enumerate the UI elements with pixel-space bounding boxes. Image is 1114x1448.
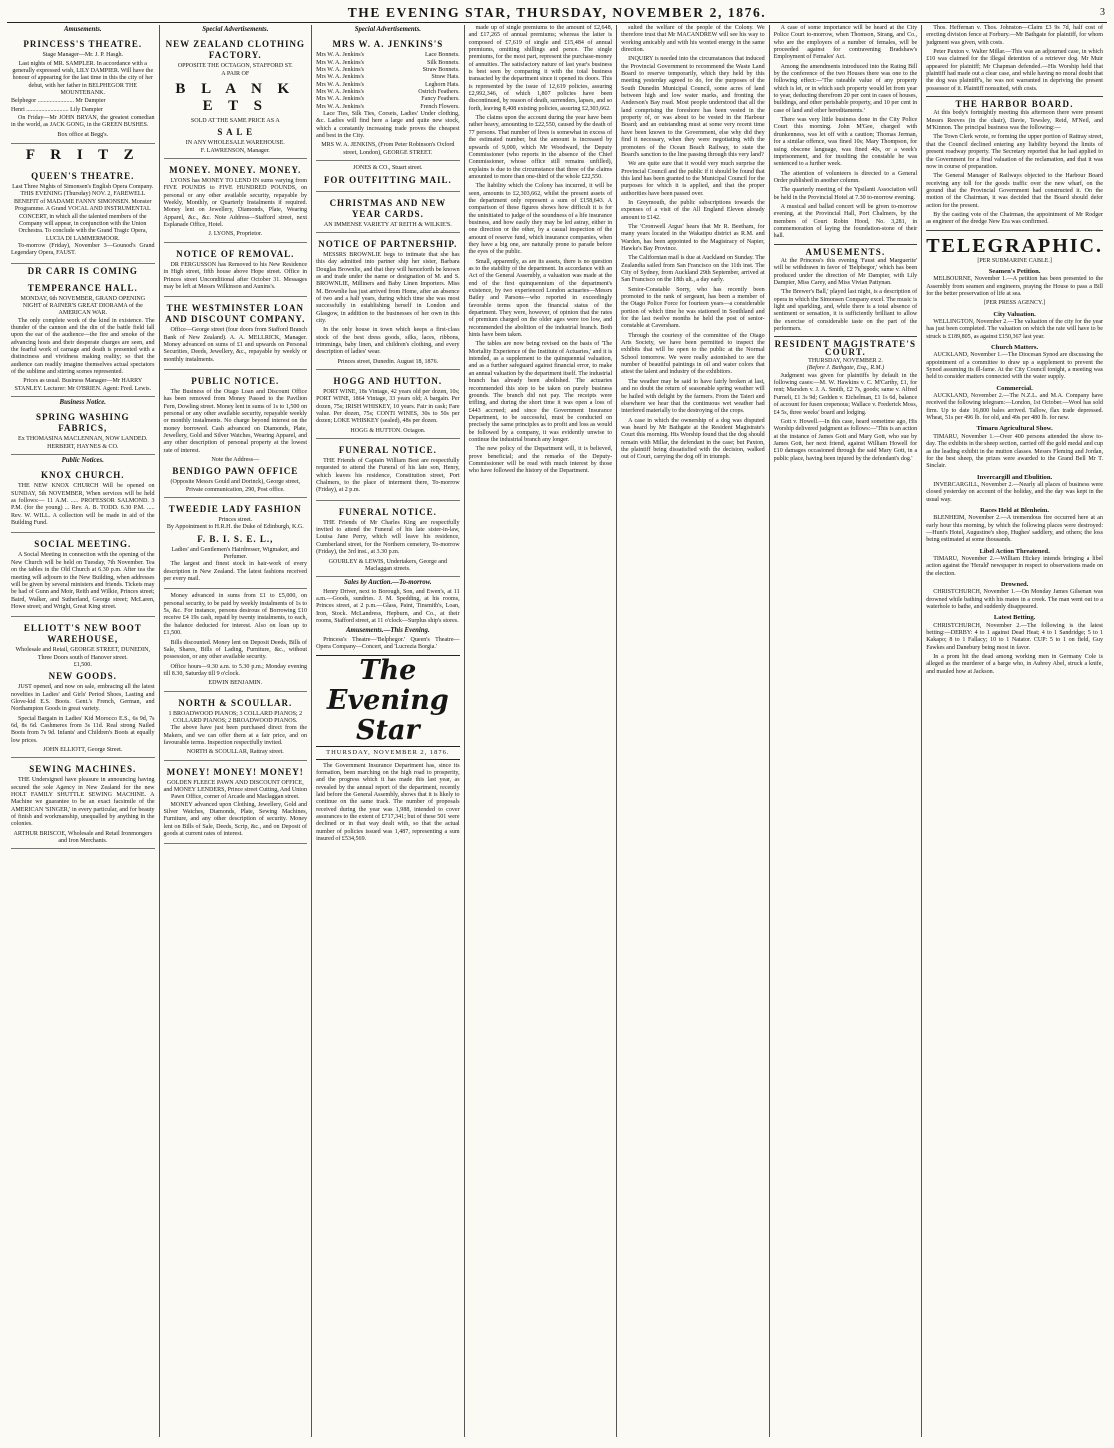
divider — [774, 244, 918, 245]
ad-title: QUEEN'S THEATRE. — [31, 171, 135, 182]
list-item — [316, 89, 460, 96]
list-item-label: Ostrich Feathers. — [418, 89, 460, 96]
ad-text: To-morrow (Friday), November 3—Gounod's Grand Legendary Opera, FAUST. — [11, 242, 155, 257]
ad-text: PORT WINE, 18s Vintage, 42 years old per dozen, 10s; PORT WINE, 1864 Vintage, 33 years old; A bargain. Per dozen, 75s; IRISH WHISKEY, 10 years. Fair in cask; Fare value. Per dozen, 75s; CONTI WINES, 30s to 50s per dozen; LOKE WHISKEY (sealed), 48s per dozen. — [316, 389, 460, 425]
telegram-text: CHRISTCHURCH, November 1.—On Monday James Gilsenan was drowned while bathing with his mates in a creek. The man went out to a waterhole to bathe, and suddenly disappeared. — [926, 589, 1103, 611]
ad-text: Office—George street (four doors from Stafford Branch Bank of New Zealand). A. A. MELLRICK, Manager. Money advanced on sums of £1 and upwards on Personal Securities, Deeds, Jewellery, &c., repayable by weekly or monthly instalments. — [163, 327, 308, 363]
court-judge: (Before J. Bathgate, Esq., R.M.) — [806, 365, 885, 372]
article-paragraph: The attention of volunteers is directed to a General Order published in another column. — [773, 170, 918, 184]
list-item — [316, 96, 460, 103]
telegram-text: AUCKLAND, November 1.—The Diocesan Synod are discussing the appointment of a committee to draw up a supplement to prevent the Synod assuming its ill-fame. At the City Council tonight, a meeting was held to consider matters connected with the water supply. — [926, 352, 1103, 381]
section-heading: Amusements.—This Evening. — [346, 627, 430, 635]
dateline: THURSDAY, NOVEMBER 2, 1876. — [316, 749, 460, 759]
public-notice-ad — [164, 372, 308, 498]
article-paragraph: The General Manager of Railways objected to the Harbour Board receiving any toll for the goods traffic over the new wharf, on the ground that the Provincial Government had constructed it. On the motion of the Chairman, it was decided that the Board should defer action for the present. — [926, 173, 1103, 209]
ad-signature: GOURLEY & LEWIS, Undertakers, George and Maclaggan streets. — [328, 558, 448, 572]
cast-line: Belphegor ........................ Mr Dampier — [11, 98, 106, 105]
article-paragraph: The claims upon the account during the year have been rather heavy, amounting to £22,550, caused by the death of 77 persons. That number of lives is somewhat in excess of the estimated number, but the amount is increased by upwards of 9,000, which Mr Woodward, the Deputy Commissioner (who reports in the absence of the Chief Commissioner, whose office still remains unfilled), explains is due to the circumstance that three of the claims amounted to more than one-third of the whole £22,550. — [468, 115, 613, 180]
ad-text: Note the Address— — [211, 457, 260, 463]
divider — [774, 336, 918, 337]
princess-theatre-ad — [11, 35, 155, 144]
list-item-label: Fancy Feathers. — [421, 96, 460, 103]
ad-text: IN ANY WHOLESALE WAREHOUSE. — [185, 140, 285, 147]
telegram-text: TIMARU, November 1.—Over 400 persons attended the show to-day. The exhibits in the sheep section, carried off the gold medal and cup as the leading exhibit in the mutton classes. Messrs Fleming and Jordan, for the best sheep, the prizes were awarded to the Grand Bell Mr T. Sinclair. — [926, 433, 1103, 470]
section-heading: Business Notice. — [59, 399, 106, 407]
queens-theatre-ad — [11, 167, 155, 263]
article-paragraph: A case of some importance will be heard at the City Police Court to-morrow, when Thomson, Strang, and Co., who are the employers of a number of females, will be proceeded against for contravening Bradshaw's Employment of Females' Act. — [773, 25, 918, 61]
ad-text: The only complete work of the kind in existence. The thunder of the cannon and the din of the battle field fall upon the ear of the audience—the fire and smoke of the advancing hosts and their desperate charges are seen, and the fearful work of carnage and death is presented with a distinctness and vividness making reality; so that the audience can readily imagine themselves actual spectators of the sublime and stirring scenes represented. — [11, 317, 155, 375]
article-paragraph: INQUIRY is needed into the circumstances that induced the Provincial Government to recommend the Waste Land Board to reserve temporarily, which they held by this meeting yesterday agreed to do, for the purposes of the South Dunedin Municipal Council, some acres of land between high and low water marks, and fronting the Anderson's Bay road. Most people understood that all the land comprising the foreshore has been vested in the property of, or was about to be vested in the Harbour Board; and an outstanding must at some very recent time have been known to the Government, else why did they find it necessary, when they were negotiating with the promoters of the Ocean Beach Railway, to state the Board's sanction to the line passing through this very land? — [621, 56, 765, 158]
telegram-heading: Invercargill and Ebulition. — [977, 473, 1053, 481]
ad-text: GOLDEN FLEECE PAWN AND DISCOUNT OFFICE, and MONEY LENDERS, Prince street Cutting, And Union Pawn Office, corner of Arcade and Maclaggan street. — [163, 779, 307, 801]
ad-signature: MRS W. A. JENKINS, (From Peter Robinson's Oxford street, London), GEORGE STREET. — [321, 142, 455, 156]
columns — [7, 25, 1107, 1437]
article-paragraph: Peter Paxton v. Walter Millar.—This was an adjourned case, in which £10 was claimed for the illegal detention of a retriever dog. Mr Muir appeared for plaintiff; Mr Chapman defended.—His Worship held that plaintiff had made out a clear case, and while having no moral doubt that the dog was plaintiff's, he was not warranted in depriving the present possessor of it. Plaintiff nonsuited, with costs. — [926, 49, 1103, 92]
list-item-prefix: Mrs W. A. Jenkins's — [316, 81, 365, 88]
telegram-heading: Seamen's Petition. — [988, 267, 1041, 275]
ad-text: Prices as usual. Business Manager—Mr HARRY STANLEY. Lecturer: Mr O'BRIEN. Agent: Fred. Lewis. — [14, 378, 152, 392]
ad-title: TWEEDIE LADY FASHION — [168, 504, 302, 515]
ad-title: PUBLIC NOTICE. — [191, 375, 280, 386]
ad-price: £1,500. — [73, 661, 92, 668]
list-item-label: Leghorn Hats. — [425, 81, 460, 88]
ad-text: The above have just been purchased direct from the Makers, and we can offer them at a fair price, and on favourable terms. Inspection respectfully invited. — [163, 725, 308, 746]
ad-title: PRINCESS'S THEATRE. — [23, 39, 143, 50]
ad-text: Money advanced in sums from £1 to £5,000, on personal security, to be paid by weekly instalments of 1s to 5s, &c. For instance, persons desirous of Borrowing £10 receive £4 19s cash, repaid by twenty instalments, to each, the balance deducted for interest. Also on loan up to £1,500. — [163, 593, 308, 637]
article-paragraph: Among the amendments introduced into the Rating Bill by the conference of the two Houses there was one to the following effect:—'The rateable value of any property which is let, or in which such property would let from year to year, deducting therefrom 20 per cent in cases of houses, buildings, and other perishable property, and 10 per cent in case of land and other hereditaments.' — [773, 63, 918, 114]
list-item-label: Straw Bonnets. — [422, 67, 460, 74]
list-item — [316, 67, 460, 74]
ad-signature: F. LAWRENSON, Manager. — [200, 147, 270, 154]
ad-title: SOCIAL MEETING. — [34, 539, 132, 550]
pianos-ad — [164, 694, 308, 761]
ad-title: SEWING MACHINES. — [29, 764, 137, 775]
ad-title: ELLIOTT'S NEW BOOT WAREHOUSE, — [23, 623, 142, 645]
ad-text: Last nights of MR. SAMPLER. In accordance with a generally expressed wish, LILY DAMPIER. Will have the honour of appearing for the last time in this the city of her debut, with her father in BELPHEGOR THE MOUNTEBANK. — [12, 60, 154, 97]
telegram-text: TIMARU, November 2.—William Hickey intends bringing a libel action against the 'Herald' newspaper in respect to observations made on the election. — [926, 555, 1103, 577]
telegram-text: In a prom hit the dead among working men in Germany Cole is alleged as the murderer of a barge who, in Aubrey Abel, struck a knife, and mauled how at Jackson. — [926, 654, 1103, 675]
ad-text: Last Three Nights of Simonsen's English Opera Company. THIS EVENING (Thursday) NOV. 2, FAREWELL BENEFIT of MADAME FANNY SIMONSEN. Monster Programme. A Grand VOCAL AND INSTRUMENTAL CONCERT, in which all the talented members of the Company will appear, in conjunction with the Union Orchestra. To conclude with the Grand Tragic Opera, LUCIA DI LAMMERMOOR. — [12, 184, 154, 242]
wine-ad — [316, 372, 460, 439]
list-item-prefix: Mrs W. A. Jenkins's — [316, 96, 365, 103]
product-list — [316, 52, 460, 111]
telegram-text: CHRISTCHURCH, November 2.—The following is the latest betting:—DERBY: 4 to 1 against Dead Heat; 4 to 1 Sandridge; 5 to 1 Kakapo; 8 to 1 Fallacy; 10 to 1 Natator. CUP: 5 to 1 on field, Guy Fawkes and Danebury being most in favor. — [926, 622, 1103, 651]
golden-fleece-ad — [164, 763, 308, 845]
list-item-label: Straw Hats. — [431, 74, 460, 81]
benjamin-loan-ad — [164, 591, 308, 691]
telegram-heading: Commercial. — [996, 384, 1033, 392]
telegram-heading: Drowned. — [1000, 581, 1029, 588]
ad-signature: J. LYONS, Proprietor. — [208, 231, 263, 238]
ad-signature: NORTH & SCOULLAR, Rattray street. — [186, 749, 284, 756]
ad-title: FUNERAL NOTICE. — [338, 445, 437, 456]
article-paragraph: Senior-Constable Sorry, who has recently been promoted to the rank of sergeant, has been a member of the Otago Police Force for fourteen years—a considerable portion of which time he was stationed in Southland and for the last twelve months he held the post of senior-constable at Caversham. — [621, 286, 765, 330]
money-lender-ad — [164, 161, 308, 243]
section-heading: Special Advertisements. — [202, 26, 269, 33]
ad-signature: HERBERT, HAYNES & CO. — [47, 443, 119, 450]
ad-text: THE NEW KNOX CHURCH Will be opened on SUNDAY, 5th NOVEMBER, When services will be held as follows:— 11 A.M. ..... PROFESSOR SALMOND. 3 P.M. (for the young) ... Rev. A. B. TODD. 6.30 P.M. ..... Rev. W. WILL. A collection will be made in aid of the Building Fund. — [11, 483, 155, 527]
cast-line: Henri ............................ Lily Dampier — [11, 106, 103, 113]
page-number: 3 — [1100, 7, 1105, 18]
knox-church-notice — [11, 466, 155, 533]
dr-carr-banner: DR CARR IS COMING — [27, 265, 138, 276]
list-item — [316, 60, 460, 67]
ad-title: THE WESTMINSTER LOAN AND DISCOUNT COMPANY. — [165, 303, 306, 325]
ad-title: NEW ZEALAND CLOTHING FACTORY. — [165, 39, 305, 61]
ad-title: FOR OUTFITTING MAIL. — [323, 174, 452, 185]
list-item — [316, 104, 460, 111]
telegram-heading: Latest Betting. — [993, 614, 1036, 622]
ad-text: Ex THOMASINA MACLENNAN, NOW LANDED. — [18, 436, 148, 443]
divider — [926, 96, 1103, 97]
leader-article: The Government Insurance Department has, since its formation, been marching on the high road to prosperity, and the progress which it has made this last year, as revealed by the annual report of the department, recently laid before the General Assembly, shows that it is likely to continue on the same track. The number of proposals received during the year was 1,988, intended to cover assurances to the extent of £717,341; but of these 501 were declined or in that way dealt with, so that the actual number of policies issued was 1,487, representing a sum insured of £534,569. — [316, 762, 460, 843]
ad-text: THE Friends of Mr Charles King are respectfully invited to attend the Funeral of his late sister-in-law, Louisa Jane Perry, which will leave his residence, Cumberland street, for the Northern cemetery, To-morrow (Friday), the 3rd inst., at 3.30 p.m. — [316, 519, 460, 556]
article-paragraph: 'The Brewer's Ball,' played last night, is a description of opera in which the Simonsen Company excel. The music is light and sparkling, and, while there is a total absence of sentiment or sensation, it is sufficiently brilliant to allow the exercise of considerable taste on the part of the performers. — [773, 289, 918, 333]
ad-text: A PAIR OF — [221, 70, 250, 77]
ad-subtitle: Stage Manager—Mr. J. P. Hasgh. — [42, 52, 124, 59]
column-6 — [770, 25, 923, 1437]
ad-text: The Business of the Otago Loan and Discount Office has been removed from Money Passed to the Pavilion Fern, Dowling street. Money lent in sums of 1s to 1,500 on personal or any other available security, repayable weekly or monthly instalments. No charge beyond interest on the money borrowed. Cash advanced on Diamonds, Plate, Jewellery, Gold and Silver Watches, Wearing Apparel, and any other description of personal property at the lowest rate of interest. — [163, 388, 308, 454]
ad-text: A Social Meeting in connection with the opening of the New Church will be held on Tuesday, 7th November. Tea on the tables in the Old Church at 6.30 p.m. After tea the meeting will adjourn to the New Building, when addresses will be given by several ministers and friends. Tickets may be had of Gunn and Moir, Reith and Wilkie, Princes street; Baird, Walker, and Sutherland, George street; McLaren, Howe street; and Wright, Great King street. — [11, 552, 155, 610]
article-paragraph: Through the courtesy of the committee of the Otago Arts Society, we have been permitted to inspect the exhibits that will be open to the public at the Normal School tomorrow. We were really astonished to see the number of beautiful paintings in oil and water colors that attest the talent and industry of the exhibitors. — [621, 332, 765, 376]
article-paragraph: The tables are now being revised on the basis of 'The Mortality Experience of the Institute of Actuaries,' and it is intended, as a supplement to the quinquennial valuation, and as a further safeguard against financial error, to make an annual valuation by the department itself. The industrial branch has already been abolished. The actuaries recommended this step to be taken on purely business grounds. The branch did not pay. The receipts were trifling, and during the short time it was open a loss of £443 accrued; and since the Government Insurance Department, to be successful, must be conducted on precisely the same principles as to profit and loss as would be followed by a company, it was evidently unwise to continue the industrial branch any longer. — [468, 341, 613, 443]
ad-signature: ARTHUR BRISCOE, Wholesale and Retail Ironmongers and Iron Merchants. — [13, 830, 153, 845]
telegram-text: INVERCARGILL, November 2.—Nearly all places of business were closed yesterday on account of the holiday, and the day was kept in the usual way. — [926, 481, 1103, 503]
article-paragraph: Judgment was given for plaintiffs by default in the following cases:—M. W. Hawkins v. C. M'Carthy, £1, for rent; Marsden v. J. A. Smith, £2 7s, goods; same v. Alfred Furneli, £1 3s 9d; Gedden v. Eichelman, £1 1s 6d, balance of account for fusen crepenous; Wallace v. Frederick Moss, £4 5s, three weeks' board and lodging. — [773, 372, 918, 416]
ad-title: NOTICE OF REMOVAL. — [176, 248, 295, 259]
telegram-heading: Libel Action Threatened. — [979, 547, 1050, 555]
ad-text: SOLD AT THE SAME PRICE AS A — [190, 118, 280, 125]
article-paragraph: The weather may be said to have fairly broken at last, and no doubt the return of seasonable spring weather will be hailed with delight by the farmers. From the Taieri and elsewhere we hear that the continuous wet weather had interfered materially to the destroying of the crops. — [621, 378, 765, 415]
article-paragraph: The liability which the Colony has incurred, it will be seen, amounts to £2,303,662, whilst the present assets of the department only represent a sum of £158,643. A comparison of these figures shows how difficult it is for the uninitiated to judge of the soundness of a life insurance business, and how easily they may be led astray, either in one direction or the other, by a casual inspection of the amount of reserve fund, which insurance companies, when they have a big one, are naturally prone to parade before the eyes of the public. — [468, 183, 613, 256]
washing-fabrics-ad — [11, 408, 155, 455]
harbor-board-heading: THE HARBOR BOARD. — [955, 99, 1074, 110]
ad-title: CHRISTMAS AND NEW YEAR CARDS. — [329, 197, 447, 219]
ad-title: TEMPERANCE HALL. — [27, 282, 138, 293]
column-4 — [465, 25, 618, 1437]
article-paragraph: Gott v. Howell.—In this case, heard sometime ago, His Worship delivered judgment as follows:—'This is an action at the instance of James Gott and Mary Gott, who sue by James Gott, her next friend, against William Howell for £10 damages occasioned through the said Mary Gott, in a public place, having been injured by the defendant's dog.' — [773, 418, 918, 462]
article-paragraph: The new policy of the Department will, it is believed, prove beneficial; and the remarks of the Deputy-Commissioner will be read with much interest by those who have followed the history of the Department. — [468, 446, 613, 475]
ad-text: AN IMMENSE VARIETY AT REITH & WILKIE'S. — [323, 221, 452, 228]
article-paragraph: The Town Clerk wrote, re forming the upper portion of Rattray street, that the Council declined entering any liability beyond the limits of present roadway property. The Secretary reported that he had applied to the Government for a final valuation of the reclamation, and that it was now in course of preparation. — [926, 134, 1103, 170]
telegram-heading: Races Held at Blenheim. — [980, 506, 1050, 514]
ad-title: MONEY! MONEY! MONEY! — [166, 766, 304, 777]
telegraphic-subhead: [PER SUBMARINE CABLE.] — [977, 257, 1052, 264]
column-7 — [922, 25, 1107, 1437]
ad-title: FUNERAL NOTICE. — [338, 506, 437, 517]
telegram-heading: Timaru Agricultural Show. — [976, 425, 1053, 433]
telegram-text: MELBOURNE, November 1.—A petition has been presented to the Assembly from seamen and engineers, praying the House to pass a Bill for the better preservation of life at sea. — [926, 276, 1103, 297]
ad-title: NOTICE OF PARTNERSHIP. — [318, 238, 458, 249]
list-item-prefix: Mrs W. A. Jenkins's — [316, 103, 365, 110]
boot-warehouse-ad — [11, 619, 155, 758]
ad-text: (Opposite Messrs Gould and Dorinck), George street, Private communication, 290, Post office. — [170, 479, 301, 493]
removal-notice — [164, 245, 308, 297]
list-item-prefix: Mrs W. A. Jenkins's — [316, 74, 365, 81]
partnership-notice — [316, 235, 460, 370]
auction-list: Henry Driver, next to Borough, Son, and Ewen's, at 11 a.m.—Goods, sundries. J. M. Spedding, at his rooms, Princes street, at 2 p.m.—Glass, Paint, Tinsmith's, Loan, Iron, Stock. McLandress, Hepburn, and Co., at their rooms, Stafford street, at 11 o'clock—Surplus ship's stores. — [316, 588, 460, 624]
funeral-notice — [316, 441, 460, 501]
column-5 — [617, 25, 770, 1437]
column-2 — [160, 25, 313, 1437]
amusements-list: Princess's Theatre—'Belphegor.' Queen's Theatre—Opera Company—Concert, and 'Lucrezia Borgia.' — [316, 636, 460, 650]
sale-banner: S A L E — [217, 127, 254, 138]
list-item-label: Lace Bonnets. — [425, 52, 460, 59]
article-paragraph: In Greymouth, the public subscriptions towards the expenses of a visit of the All England Eleven already amount to £142. — [621, 199, 765, 221]
article-paragraph: made up of single premiums to the amount of £2,648, and £17,265 of annual premiums; whereas the latter is composed of £7,619 of single and £15,484 of annual premiums, omitting shillings and pence. The single premiums, for the most part, represent the purchase-money of annuities. The satisfactory nature of last year's business is best seen by comparing it with the total business transacted by the department since it opened its doors. This is represented by the issue of 12,619 policies, assuring £2,992,346, of which 1,807 policies have been discontinued, by reason of death, surrenders, lapses, and so forth, leaving 8,408 existing policies, assuring £2,303,662. — [468, 25, 613, 112]
ad-text: THE Friends of Captain William Best are respectfully requested to attend the Funeral of his late son, Henry, which leaves his residence, Constitution street, Port Chalmers, to the place of interment there, To-morrow (Friday), at 2 p.m. — [316, 458, 460, 494]
list-item — [316, 82, 460, 89]
list-item-prefix: Mrs W. A. Jenkins's — [316, 59, 365, 66]
box-office-note: Box office at Begg's. — [57, 131, 109, 138]
telegraphic-subhead: [PER PRESS AGENCY.] — [984, 300, 1046, 307]
article-paragraph: Thos. Heffernan v. Thos. Johnston—Claim £3 9s 7d, half cost of erecting division fence at Forbury.—Mr Bathgate for plaintiff, for whom judgment was given, with costs. — [926, 25, 1103, 46]
section-heading: Special Advertisements. — [354, 26, 421, 33]
outfitting-ad — [316, 163, 460, 191]
ad-title: BENDIGO PAWN OFFICE — [172, 466, 299, 477]
ad-title: SPRING WASHING FABRICS, — [35, 412, 130, 434]
ad-text: THE Undersigned have pleasure in announcing having secured the sole Agency in New Zealand for the new HOLT FAMILY SHUTTLE SEWING MACHINE. A Machine we guarantee to be an exact facsimile of the AMERICAN 'SINGER,' in every particular, and for beauty of finish and workmanship, unequalled by anything in the colonies. — [11, 777, 155, 828]
list-item-label: Silk Bonnets. — [427, 59, 460, 66]
ad-text: Lace Ties, Silk Ties, Corsets, Ladies' Under clothing, &c. Ladies will find here a large and quite new stock, which a constantly increasing trade proves the cheapest and best in the City. — [316, 111, 460, 140]
ad-title: MRS W. A. JENKINS'S — [332, 39, 444, 50]
article-paragraph: A case in which the ownership of a dog was disputed was heard by Mr Bathgate at the Resident Magistrate's Court this morning. His Worship found that the dog should remain with Millar, the defendant in the case; but Paxton, the plaintiff being dissatisfied with the decision, walked out of Court, carrying the dog off in triumph. — [621, 417, 765, 461]
social-meeting-notice — [11, 535, 155, 617]
ad-signature: EDWIN BENJAMIN. — [208, 680, 263, 687]
article-paragraph: A musical and ballad concert will be given to-morrow evening, at the Provincial Hall, Port Chalmers, by the members of Court Robin Hood, No. 3,281, in commemoration of laying the foundation-stone of their hall. — [773, 203, 918, 240]
ad-text: OPPOSITE THE OCTAGON, STAFFORD ST. — [177, 63, 293, 70]
list-item-prefix: Mrs W. A. Jenkins's — [316, 52, 365, 59]
column-1 — [7, 25, 160, 1437]
fritz-banner: F R I T Z — [25, 147, 140, 164]
telegraphic-heading: TELEGRAPHIC. — [926, 234, 1103, 257]
masthead-title: THE EVENING STAR, THURSDAY, NOVEMBER 2, 1876. — [347, 5, 767, 20]
ad-text: MONEY advanced upon Clothing, Jewellery, Gold and Silver Watches, Diamonds, Plate, Sewing Machines, Furniture, and any other description of security. Money lent on Bills of Sale, Deeds, Scrip, &c., and on Deposit of goods at current rates of interest. — [163, 801, 308, 838]
jenkins-millinery-ad — [316, 35, 460, 161]
blankets-banner: B L A N K E T S — [175, 81, 296, 115]
ad-text: Princes street. — [218, 517, 253, 524]
article-paragraph: At this body's fortnightly meeting this afternoon there were present Messrs Reeves (in the chair), Davie, Tewsley, Reid, M'Neil, and M'Kinnon. The principal business was the following:— — [926, 110, 1103, 132]
list-item — [316, 74, 460, 81]
newspaper-flag: The Evening Star — [316, 655, 460, 747]
masthead — [7, 4, 1107, 23]
westminster-loan-ad — [164, 299, 308, 370]
ad-title: MONEY. MONEY. MONEY. — [169, 165, 302, 176]
column-3 — [312, 25, 465, 1437]
article-paragraph: sulted the welfare of the people of the Colony. We therefore trust that Mr MACANDREW will see his way to working amicably and with his wonted energy in the same direction. — [621, 25, 765, 54]
ad-text: MESSRS BROWNLIE begs to intimate that she has this day admitted into partner ship her sister, Barbara Douglas Brownlie, and that they will henceforth be known as and trade under the name or designation of M. and S. BROWNLIE, Milliners and Baby Linen Importers. Miss M. Brownlie has just arrived from Home, after an absence of two and a half years, during which time she was most successfully in establishing herself in London and Glasgow, in addition to the businesses of her own in this city. — [316, 251, 460, 324]
ad-text: Special Bargain in Ladies' Kid Morocco E.S., 6s 9d, 7s 6d, 8s 6d. Cashmeres from 3s 11d. Real strong Nailed Boots from 7s 9d. Infants' and Children's Boots at equally low prices. — [11, 715, 155, 744]
temperance-hall-ad — [11, 279, 155, 397]
ad-signature: HOGG & HUTTON. Octagon. — [350, 427, 426, 434]
list-item-prefix: Mrs W. A. Jenkins's — [316, 67, 365, 74]
funeral-notice — [316, 503, 460, 577]
ad-text: By Appointment to H.R.H. the Duke of Edinburgh, K.G. — [166, 524, 304, 531]
ad-text: MONDAY, 6th NOVEMBER, GRAND OPENING NIGHT of RAINER'S GREAT DIORAMA of the AMERICAN WAR. — [20, 295, 146, 317]
list-item — [316, 52, 460, 59]
article-paragraph: At the Princess's this evening 'Faust and Marguerite' will be withdrawn in favor of 'Belphegor,' which has been produced under the direction of Mr Dampier, with Lily Dampier, Miss Carey, and Miss Vivian Pattynan. — [773, 257, 918, 286]
ad-title: NORTH & SCOULLAR. — [178, 697, 293, 708]
court-date: THURSDAY, NOVEMBER 2. — [808, 358, 883, 365]
court-heading: RESIDENT MAGISTRATE'S COURT. — [774, 339, 917, 357]
ad-text: Office hours—9.30 a.m. to 5.30 p.m.; Monday evening till 8.30, Saturday till 9 o'clock. — [163, 663, 308, 677]
ad-text: LYONS has MONEY TO LEND IN sums varying from FIVE POUNDS to FIVE HUNDRED POUNDS, on personal or any other available security, repayable by Weekly, Monthly, or Quarterly Instalments if required. Money lent on Jewellery, Diamonds, Plate, Wearing Apparel, &c., &c. Note Address—Stafford street, next Esplanade Office, Hotel. — [163, 178, 308, 229]
telegram-text: WELLINGTON, November 2.—The valuation of the city for the year has just been completed. The valuation on which the rate will have to be struck is £189,805, as against £150,367 last year. — [926, 319, 1103, 340]
article-paragraph: The Californian mail is due at Auckland on Sunday. The Zealandia sailed from San Francisco on the 11th inst. The City of Sydney, from Auckland 29th September, arrived at San Francisco on the 18th ult., a day early. — [621, 255, 765, 284]
article-paragraph: The quarterly meeting of the Ypsilanti Association will be held in the Provincial Hotel at 7.30 to-morrow evening. — [773, 187, 918, 201]
ad-text: On Friday—Mr JOHN BRYAN, the greatest comedian in the world, as JACK GONG, in the GREEN BUSHES. — [11, 115, 155, 129]
amusements-heading: AMUSEMENTS. — [805, 246, 886, 257]
section-heading: Public Notices. — [61, 457, 104, 465]
christmas-cards-ad — [316, 194, 460, 233]
sewing-machines-ad — [11, 760, 155, 849]
article-paragraph: We are quite sure that it would very much surprise the Provincial Council and the public if it should be found that this land has been granted to the Municipal Council for the purposes for which it is applied, and that the proper authorities have been passed over. — [621, 161, 765, 197]
ad-text: 1 BROADWOOD PIANOS; 3 COLLARD PIANOS; 2 COLLARD PIANOS; 2 BROADWOOD PIANOS. — [168, 710, 303, 724]
section-heading: Sales by Auction.—To-morrow. — [344, 579, 432, 587]
ad-text: JUST opened, and now on sale, embracing all the latest novelties in Ladies' and Girls' Period Shoes, Lasting and Glove-kid E.S. Boots. Gent.'s French, German, and Northampton Goods in great variety. — [11, 684, 155, 713]
ad-text: In the only house in town which keeps a first-class stock of the best dress goods, silks, laces, ribbons, trimmings, baby linen, and children's clothing, and every description of ladies' wear. — [316, 327, 460, 356]
telegram-heading: Church Matters. — [991, 344, 1039, 352]
ad-text: Bills discounted. Money lent on Deposit Deeds, Bills of Sale, Shares, Bills of Lading, Furniture, &c., without possession, or any other available security. — [163, 639, 308, 661]
telegram-text: AUCKLAND, November 2.—The N.Z.L. and M.A. Company have received the following telegram:—London, 1st October.—Wool has sold firm. Up to date 16,800 bales arrived. Tallow, flax trade depressed. Wheat, 51s per 496 lb. for old, and 49s per 480 lb. for new. — [926, 393, 1103, 422]
ad-subtitle: NEW GOODS. — [48, 671, 117, 682]
list-item-prefix: Mrs W. A. Jenkins's — [316, 89, 365, 96]
ad-signature: JOHN ELLIOTT, George Street. — [43, 747, 123, 753]
telegram-heading: City Valuation. — [993, 310, 1036, 318]
telegram-text: BLENHEIM, November 2.—A tremendous fire occurred here at an early hour this morning, by which the following places were destroyed:—Hunt's Hotel, Augustine's shop, Hughes' saddlery, and others; the loss being estimated at some thousands. — [926, 515, 1103, 544]
ad-title: KNOX CHURCH. — [41, 470, 125, 481]
hairdresser-ad — [164, 500, 308, 589]
clothing-factory-ad — [164, 35, 308, 159]
ad-name: F. B. I. S. E. L., — [197, 533, 274, 544]
ad-text: Ladies' and Gentlemen's Hairdresser, Wigmaker, and Perfumer. — [171, 546, 300, 561]
ad-text: Wholesale and Retail, GEORGE STREET, DUNEDIN, Three Doors south of Hanover street. — [15, 647, 151, 661]
ad-text: JONES & CO., Stuart street. — [353, 165, 423, 172]
article-paragraph: There was very little business done in the City Police Court this morning. John M'Gee, charged with drunkenness, was let off with a caution; Thomas Jerman, for a similar offence, was fined 10s; Mary Thompson, for using obscene language, was fined 40s, or a week's imprisonment, and for insulting the constable he was sentenced to a further week. — [773, 117, 918, 168]
list-item-label: French Flowers. — [420, 103, 460, 110]
ad-text: DR FERGUSSON has Removed to his New Residence in High street, fifth house above Hope street. Office in Princes street Unconditional after October 31. Messages may be left at Messrs Wilkinson and Aunins's. — [163, 261, 308, 290]
article-paragraph: The 'Cromwell Argus' hears that Mr R. Beetham, for many years located in the Wakatipu district as R.M. and Warden, has been appointed to the Magistracy of Napier, Hawke's Bay Province. — [621, 223, 765, 252]
article-paragraph: Small, apparently, as are its assets, there is no question as to the stability of the department. In accordance with an Act of the General Assembly, a valuation was made at the end of the first quinquennium of the department's existence, by two experienced London actuaries—Messrs Bailey and Parsons—who reported in exceedingly favorable terms upon the financial status of the department. They were, however, of opinion that the rates of premium charged on the older ages were too low, and recommended the abolition of the industrial branch. Both hints have been taken. — [468, 258, 613, 339]
ad-title: HOGG AND HUTTON. — [333, 376, 443, 386]
ad-text: The largest and finest stock in hair-work of every description in New Zealand. The latest fashions received per every mail. — [163, 561, 308, 583]
newspaper-page — [7, 4, 1107, 1440]
article-paragraph: By the casting vote of the Chairman, the appointment of Mr Rodger as engineer of the dredge New Era was confirmed. — [926, 211, 1103, 226]
divider — [926, 230, 1103, 231]
ad-signature: Princes street, Dunedin. August 18, 1876. — [337, 358, 439, 365]
section-heading: Amusements. — [63, 26, 102, 33]
